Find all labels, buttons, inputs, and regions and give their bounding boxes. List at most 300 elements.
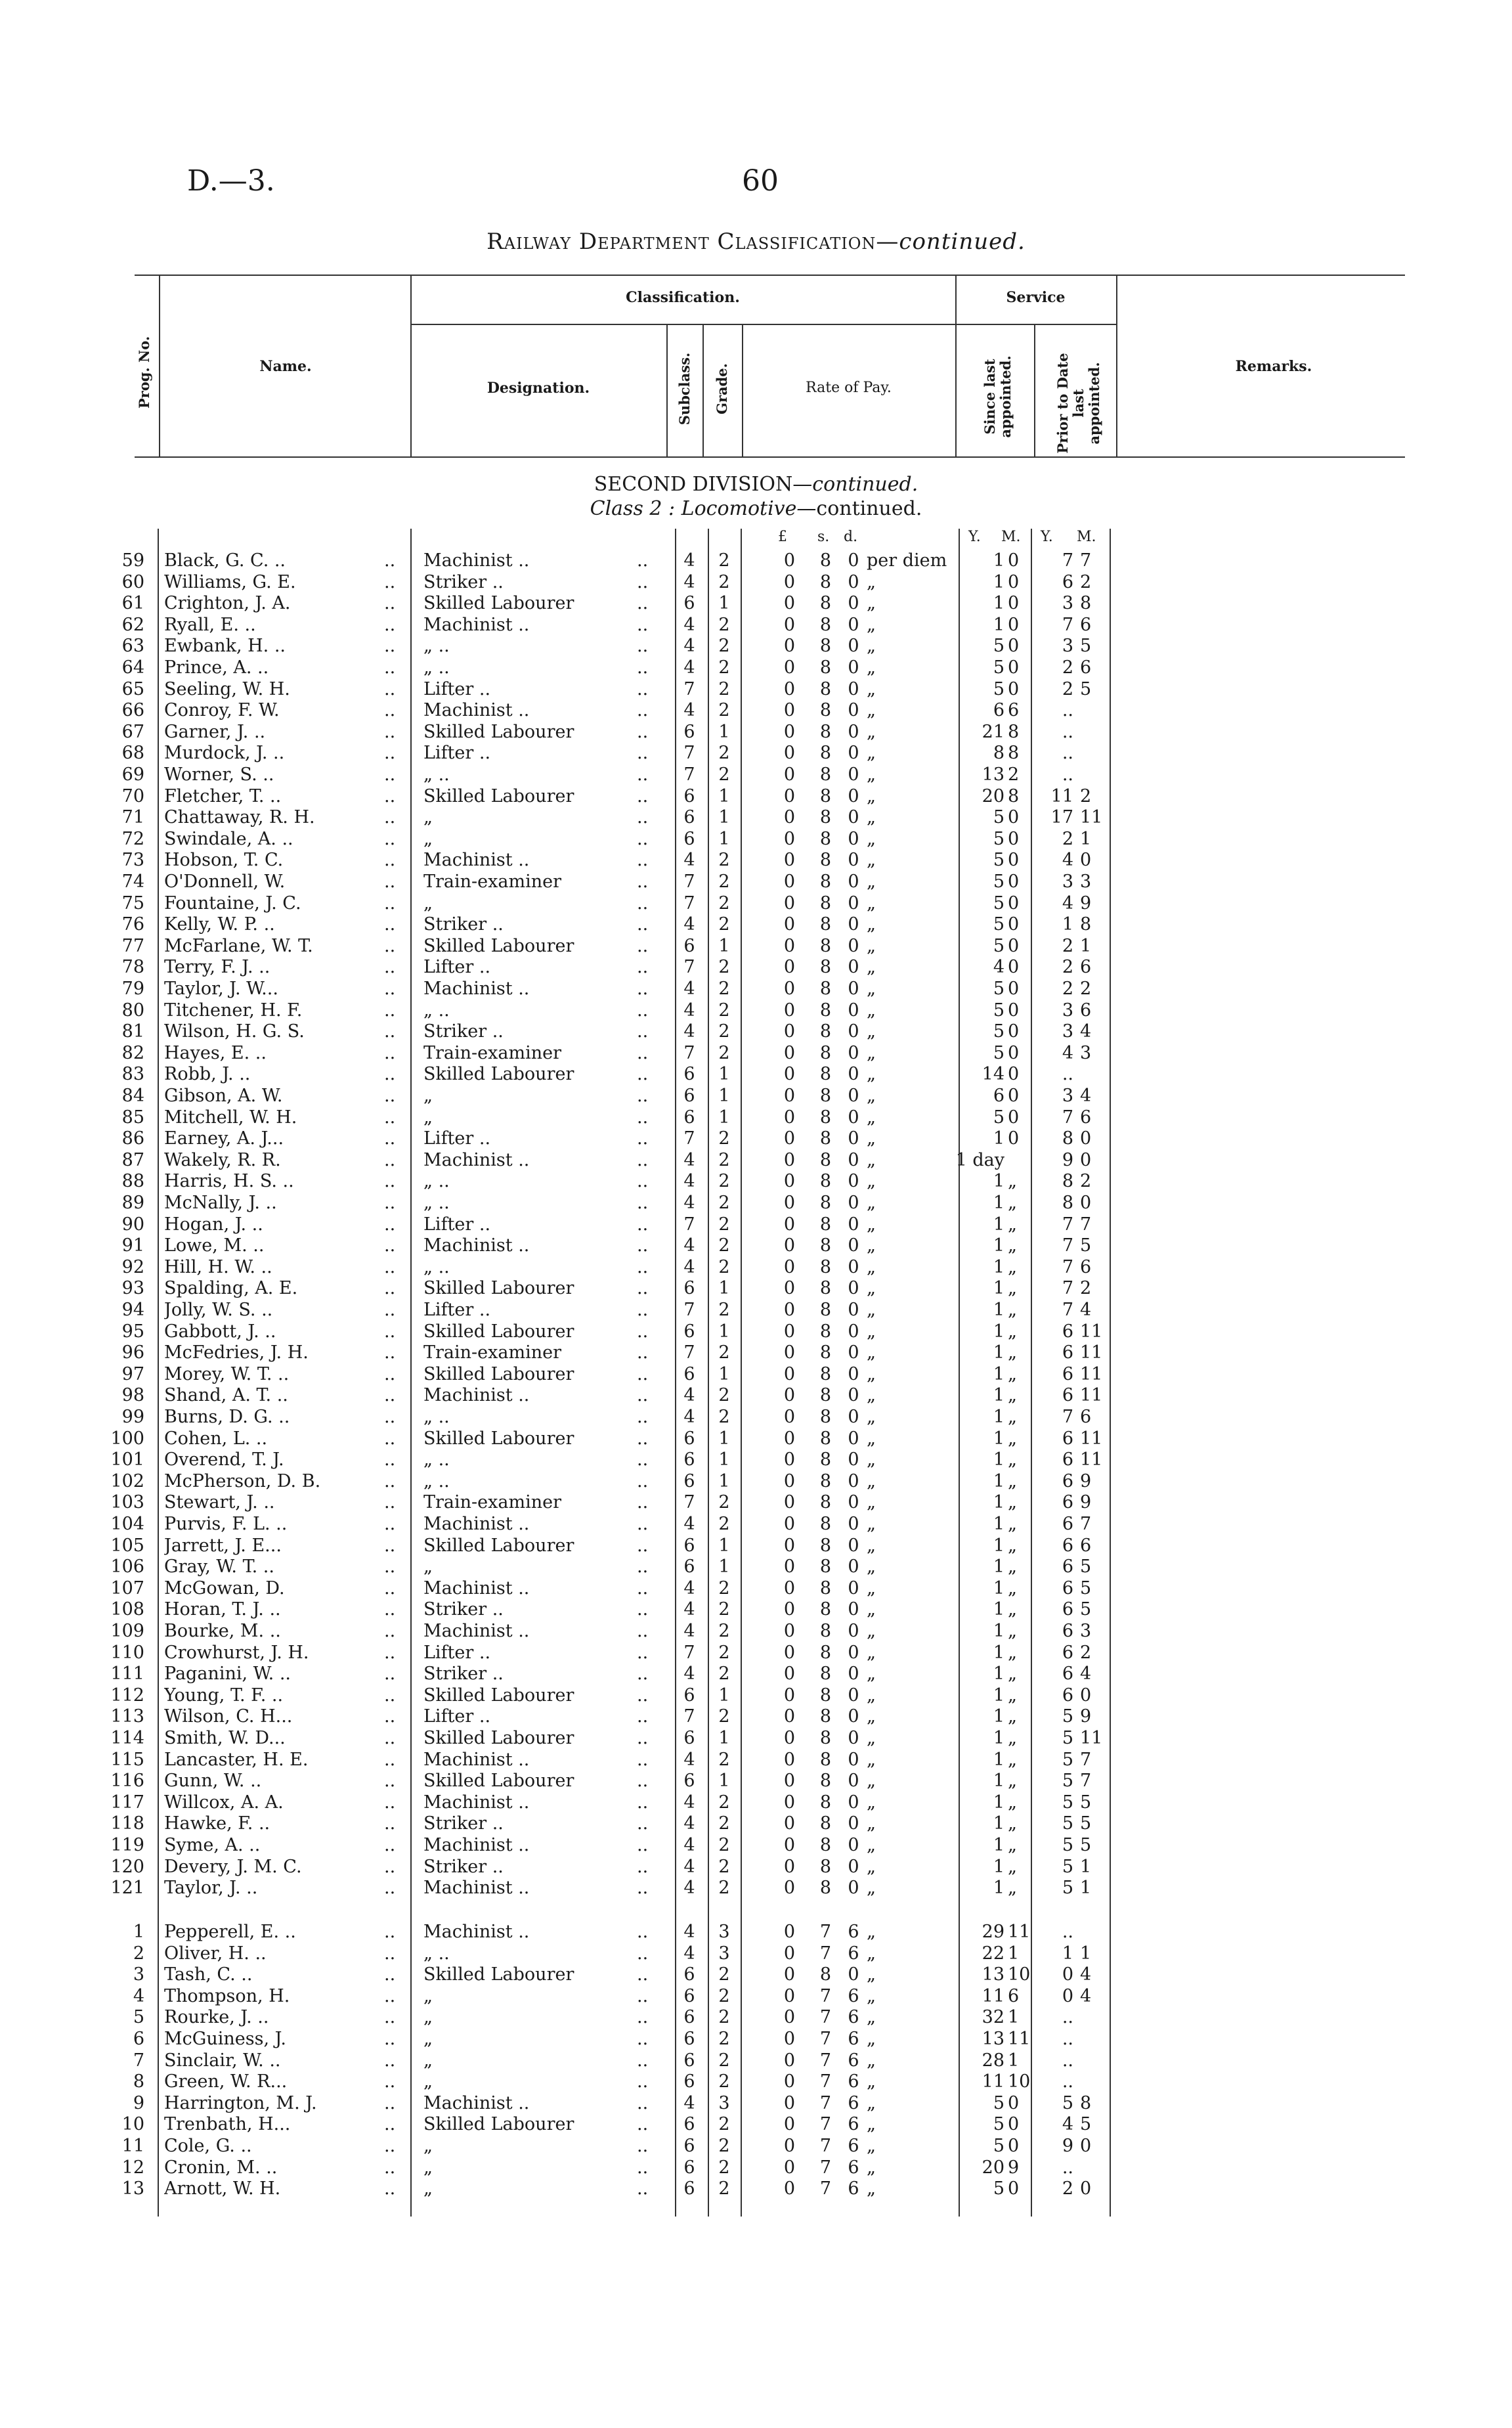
grade-cell: 2: [718, 614, 730, 635]
name-cell: Wakely, R. R.: [164, 1149, 281, 1170]
pay-shillings-cell: 8: [819, 1064, 832, 1085]
grade-cell: 2: [718, 1964, 730, 1985]
pay-unit-cell: „: [867, 571, 876, 592]
leader-dots: ..: [637, 2071, 649, 2092]
designation-cell: Striker ..: [423, 1856, 504, 1877]
pay-shillings-cell: 8: [819, 957, 832, 978]
since-months-cell: 0: [1008, 2092, 1020, 2113]
pay-unit-cell: „: [867, 1813, 876, 1834]
table-row: [0, 550, 1512, 572]
prog-no-cell: 120: [110, 1856, 144, 1877]
leader-dots: ..: [384, 1428, 396, 1449]
name-cell: Pepperell, E. ..: [164, 1922, 296, 1942]
since-years-cell: 5: [993, 636, 1004, 657]
table-row: [0, 1128, 1512, 1150]
table-row: [0, 1214, 1512, 1236]
designation-cell: „: [423, 2178, 433, 2199]
table-row: [0, 1664, 1512, 1685]
leader-dots: ..: [384, 1706, 396, 1727]
prog-no-cell: 112: [110, 1685, 144, 1706]
table-row: [0, 1449, 1512, 1471]
designation-cell: Machinist ..: [423, 1878, 530, 1899]
prog-no-cell: 61: [121, 593, 144, 614]
designation-cell: Lifter ..: [423, 678, 491, 699]
subclass-cell: 6: [683, 1086, 695, 1106]
prior-months-cell: 2: [1080, 1171, 1092, 1192]
name-cell: Murdock, J. ..: [164, 743, 285, 764]
name-cell: Arnott, W. H.: [164, 2178, 281, 2199]
grade-cell: 1: [718, 1728, 730, 1748]
grade-cell: 2: [718, 1514, 730, 1534]
pay-pounds-cell: 0: [783, 1642, 796, 1663]
pay-pence-cell: 0: [848, 700, 859, 721]
prog-no-cell: 114: [110, 1728, 144, 1748]
pay-pence-cell: 0: [848, 935, 859, 956]
pay-unit-cell: „: [867, 807, 876, 828]
table-row: [0, 615, 1512, 636]
prog-no-cell: 119: [110, 1835, 144, 1855]
leader-dots: ..: [384, 2029, 396, 2049]
prior-years-cell: 7: [1062, 1300, 1073, 1320]
pay-pence-cell: 0: [848, 764, 859, 785]
table-row: [0, 1407, 1512, 1428]
pay-shillings-cell: 8: [819, 550, 832, 571]
since-months-cell: 0: [1008, 935, 1020, 956]
since-years-cell: 1 day: [955, 1149, 1004, 1170]
pay-pence-cell: 0: [848, 1128, 859, 1149]
pay-unit-cell: „: [867, 2092, 876, 2113]
grade-cell: 2: [718, 1792, 730, 1813]
pay-pounds-cell: 0: [783, 1578, 796, 1599]
since-months-cell: „: [1008, 1214, 1017, 1235]
pay-pence-cell: 0: [848, 1321, 859, 1342]
subclass-cell: 4: [683, 1664, 695, 1685]
grade-cell: 2: [718, 1492, 730, 1513]
pay-unit-cell: „: [867, 2050, 876, 2071]
leader-dots: ..: [637, 935, 649, 956]
prog-no-cell: 115: [110, 1749, 144, 1770]
prog-no-cell: 99: [121, 1407, 144, 1427]
pay-unit-cell: „: [867, 1706, 876, 1727]
pay-shillings-cell: 8: [819, 807, 832, 828]
prior-months-cell: 4: [1080, 1664, 1092, 1685]
prior-months-cell: 5: [1080, 1835, 1092, 1855]
leader-dots: ..: [637, 1685, 649, 1706]
pay-pence-cell: 0: [848, 957, 859, 978]
leader-dots: ..: [637, 1171, 649, 1192]
leader-dots: ..: [384, 893, 396, 914]
leader-dots: ..: [384, 1792, 396, 1813]
pay-pence-cell: 0: [848, 1535, 859, 1556]
prog-no-cell: 74: [121, 872, 144, 892]
leader-dots: ..: [384, 1492, 396, 1513]
pay-pounds-cell: 0: [783, 550, 796, 571]
prior-years-cell: 4: [1062, 2114, 1073, 2135]
since-years-cell: 5: [993, 2136, 1004, 2156]
leader-dots: ..: [637, 979, 649, 999]
name-cell: Morey, W. T. ..: [164, 1363, 290, 1384]
pay-unit-cell: „: [867, 1278, 876, 1299]
prog-no-cell: 82: [121, 1042, 144, 1063]
leader-dots: ..: [637, 1922, 649, 1942]
designation-cell: Skilled Labourer: [423, 1428, 574, 1449]
pay-pence-cell: 0: [848, 1064, 859, 1085]
pay-shillings-cell: 8: [819, 1278, 832, 1299]
leader-dots: ..: [384, 1964, 396, 1985]
since-years-cell: 1: [993, 1856, 1004, 1877]
prog-no-cell: 13: [121, 2178, 144, 2199]
division-cont: continued.: [812, 473, 918, 496]
designation-cell: Machinist ..: [423, 1578, 530, 1599]
name-cell: Hobson, T. C.: [164, 850, 284, 871]
designation-cell: Train-examiner: [423, 1342, 561, 1363]
grade-cell: 1: [718, 1556, 730, 1578]
grade-cell: 2: [718, 1599, 730, 1620]
pay-shillings-cell: 8: [819, 979, 832, 999]
leader-dots: ..: [637, 1728, 649, 1748]
pay-unit-cell: „: [867, 1642, 876, 1663]
grade-cell: 2: [718, 1214, 730, 1235]
grade-cell: 2: [718, 1149, 730, 1170]
pay-pounds-cell: 0: [783, 1214, 796, 1235]
subclass-cell: 6: [683, 1685, 695, 1706]
pay-pounds-cell: 0: [783, 2071, 796, 2092]
leader-dots: ..: [384, 1321, 396, 1342]
leader-dots: ..: [384, 1813, 396, 1834]
table-row: [0, 1342, 1512, 1364]
leader-dots: ..: [637, 1214, 649, 1235]
prior-months-cell: 7: [1080, 1514, 1092, 1534]
prior-months-cell: 5: [1080, 1599, 1092, 1620]
pay-pence-cell: 6: [848, 2157, 859, 2178]
leader-dots: ..: [384, 2114, 396, 2135]
grade-cell: 3: [718, 2092, 730, 2113]
prior-years-cell: 5: [1062, 1813, 1073, 1834]
leader-dots: ..: [637, 1556, 649, 1578]
pay-shillings-cell: 8: [819, 636, 832, 657]
since-months-cell: „: [1008, 1578, 1017, 1599]
subclass-cell: 4: [683, 571, 695, 592]
col-grade: Grade.: [714, 363, 730, 414]
pay-shillings-cell: 8: [819, 1363, 832, 1384]
subclass-cell: 6: [683, 1064, 695, 1085]
pay-pence-cell: 0: [848, 636, 859, 657]
since-years-cell: 5: [993, 828, 1004, 849]
table-row: [0, 1043, 1512, 1065]
pay-pence-cell: 0: [848, 1300, 859, 1320]
prior-months-cell: 7: [1080, 1771, 1092, 1792]
pay-shillings-cell: 8: [819, 872, 832, 892]
table-row: [0, 1150, 1512, 1172]
leader-dots: ..: [637, 1470, 649, 1491]
leader-dots: ..: [637, 872, 649, 892]
prog-no-cell: 79: [121, 979, 144, 999]
pay-pounds-cell: 0: [783, 571, 796, 592]
leader-dots: ..: [384, 2050, 396, 2071]
pay-pounds-cell: 0: [783, 785, 796, 806]
prior-years-cell: 6: [1062, 1514, 1073, 1534]
pay-shillings-cell: 8: [819, 1749, 832, 1770]
pay-unit-cell: „: [867, 2136, 876, 2156]
prog-no-cell: 91: [121, 1235, 144, 1256]
prior-months-cell: 2: [1080, 785, 1092, 806]
prior-months-cell: 6: [1080, 1256, 1092, 1277]
since-years-cell: 13: [982, 2029, 1004, 2049]
prior-years-cell: 6: [1062, 1599, 1073, 1620]
designation-cell: „: [423, 2071, 433, 2092]
leader-dots: ..: [384, 2178, 396, 2199]
prog-no-cell: 65: [121, 678, 144, 699]
since-months-cell: 0: [1008, 1042, 1020, 1063]
pay-pounds-cell: 0: [783, 1000, 796, 1021]
subclass-cell: 4: [683, 1878, 695, 1899]
table-row: [0, 1107, 1512, 1129]
pay-pence-cell: 0: [848, 893, 859, 914]
page-title-main: Railway Department Classification—: [486, 229, 899, 255]
table-row: [0, 1535, 1512, 1557]
pay-unit-cell: „: [867, 1878, 876, 1899]
pay-pence-cell: 0: [848, 1685, 859, 1706]
subclass-cell: 7: [683, 1706, 695, 1727]
prior-months-cell: 4: [1080, 1300, 1092, 1320]
pay-pounds-cell: 0: [783, 1835, 796, 1855]
pay-pounds-cell: 0: [783, 1171, 796, 1192]
name-cell: Ewbank, H. ..: [164, 636, 286, 657]
leader-dots: ..: [384, 1086, 396, 1106]
leader-dots: ..: [637, 1749, 649, 1770]
name-cell: Titchener, H. F.: [164, 1000, 303, 1021]
designation-cell: Lifter ..: [423, 1300, 491, 1320]
leader-dots: ..: [637, 2029, 649, 2049]
pay-pence-cell: 0: [848, 593, 859, 614]
page-title: [0, 229, 1512, 255]
header-divider: [1116, 275, 1117, 456]
leader-dots: ..: [384, 1771, 396, 1792]
leader-dots: ..: [637, 1021, 649, 1042]
prior-months-cell: 4: [1080, 1964, 1092, 1985]
name-cell: Harrington, M. J.: [164, 2092, 317, 2113]
pay-pence-cell: 0: [848, 1193, 859, 1213]
since-months-cell: „: [1008, 1535, 1017, 1556]
since-months-cell: 0: [1008, 1000, 1020, 1021]
leader-dots: ..: [637, 1086, 649, 1106]
table-row: [0, 1922, 1512, 1943]
class-name: Locomotive—: [681, 497, 817, 520]
leader-dots: ..: [637, 700, 649, 721]
pay-unit-cell: „: [867, 700, 876, 721]
subclass-cell: 4: [683, 1856, 695, 1877]
name-cell: Sinclair, W. ..: [164, 2050, 281, 2071]
pay-unit-cell: „: [867, 1556, 876, 1578]
leader-dots: ..: [637, 1042, 649, 1063]
table-row: [0, 1878, 1512, 1899]
designation-cell: „: [423, 1107, 433, 1128]
prior-years-cell: 8: [1062, 1171, 1073, 1192]
prog-no-cell: 67: [121, 721, 144, 742]
col-designation: Designation.: [486, 380, 590, 397]
since-years-cell: 1: [993, 1235, 1004, 1256]
pay-pence-cell: 0: [848, 1856, 859, 1877]
name-cell: Ryall, E. ..: [164, 614, 256, 635]
prior-months-cell: 0: [1080, 1193, 1092, 1213]
since-months-cell: 0: [1008, 657, 1020, 678]
name-cell: McPherson, D. B.: [164, 1470, 321, 1491]
prior-years-cell: 17: [1050, 807, 1073, 828]
pay-unit-cell: „: [867, 1943, 876, 1964]
since-months-cell: 9: [1008, 2157, 1020, 2178]
pay-pence-cell: 0: [848, 872, 859, 892]
leader-dots: ..: [384, 1407, 396, 1427]
leader-dots: ..: [384, 678, 396, 699]
prog-no-cell: 66: [121, 700, 144, 721]
designation-cell: Train-examiner: [423, 1492, 561, 1513]
pay-shillings-cell: 8: [819, 1107, 832, 1128]
grade-cell: 2: [718, 1342, 730, 1363]
pay-shillings-cell: 7: [819, 2092, 832, 2113]
prior-years-cell: 11: [1050, 785, 1073, 806]
subclass-cell: 7: [683, 1128, 695, 1149]
designation-cell: „ ..: [423, 1449, 450, 1470]
pay-shillings-cell: 8: [819, 1321, 832, 1342]
name-cell: Hayes, E. ..: [164, 1042, 267, 1063]
subclass-cell: 4: [683, 1749, 695, 1770]
prior-years-cell: 5: [1062, 1792, 1073, 1813]
leader-dots: ..: [384, 593, 396, 614]
designation-cell: „: [423, 1556, 433, 1578]
section-division: [0, 473, 1512, 496]
pay-shillings-cell: 8: [819, 1642, 832, 1663]
leader-dots: ..: [637, 1300, 649, 1320]
grade-cell: 2: [718, 1128, 730, 1149]
pay-shillings-cell: 8: [819, 914, 832, 935]
grade-cell: 2: [718, 1021, 730, 1042]
name-cell: McNally, J. ..: [164, 1193, 277, 1213]
subclass-cell: 6: [683, 1535, 695, 1556]
subclass-cell: 4: [683, 1000, 695, 1021]
prog-no-cell: 59: [121, 550, 144, 571]
pay-shillings-cell: 8: [819, 1000, 832, 1021]
leader-dots: ..: [384, 1878, 396, 1899]
designation-cell: „ ..: [423, 1193, 450, 1213]
prior-years-cell: 7: [1062, 1235, 1073, 1256]
since-years-cell: 20: [982, 785, 1004, 806]
pay-shillings-cell: 8: [819, 1964, 832, 1985]
leader-dots: ..: [384, 1193, 396, 1213]
prog-no-cell: 84: [121, 1086, 144, 1106]
leader-dots: ..: [384, 1300, 396, 1320]
name-cell: Terry, F. J. ..: [164, 957, 270, 978]
pay-shillings-cell: 8: [819, 1086, 832, 1106]
prog-no-cell: 11: [121, 2136, 144, 2156]
grade-cell: 2: [718, 1235, 730, 1256]
designation-cell: Machinist ..: [423, 1749, 530, 1770]
prior-years-cell: 8: [1062, 1128, 1073, 1149]
grade-cell: 2: [718, 678, 730, 699]
pay-pounds-cell: 0: [783, 1363, 796, 1384]
leader-dots: ..: [384, 914, 396, 935]
since-months-cell: 1: [1008, 1943, 1020, 1964]
pay-unit-cell: „: [867, 850, 876, 871]
pay-unit-cell: „: [867, 1128, 876, 1149]
since-months-cell: „: [1008, 1771, 1017, 1792]
name-cell: Chattaway, R. H.: [164, 807, 315, 828]
since-years-cell: 1: [993, 1278, 1004, 1299]
name-cell: McFarlane, W. T.: [164, 935, 313, 956]
pay-pounds-cell: 0: [783, 1964, 796, 1985]
since-months-cell: „: [1008, 1407, 1017, 1427]
since-years-cell: 13: [982, 764, 1004, 785]
prior-months-cell: 9: [1080, 893, 1092, 914]
pay-shillings-cell: 8: [819, 1128, 832, 1149]
table-row: [0, 1835, 1512, 1857]
subclass-cell: 6: [683, 1556, 695, 1578]
leader-dots: ..: [637, 2050, 649, 2071]
designation-cell: Skilled Labourer: [423, 593, 574, 614]
pay-pence-cell: 0: [848, 1621, 859, 1641]
prior-months-cell: 0: [1080, 2136, 1092, 2156]
name-cell: Shand, A. T. ..: [164, 1385, 288, 1406]
pay-pence-cell: 0: [848, 1599, 859, 1620]
pay-pence-cell: 0: [848, 1964, 859, 1985]
prior-years-cell: 2: [1062, 935, 1073, 956]
subclass-cell: 6: [683, 2157, 695, 2178]
table-row: [0, 764, 1512, 786]
pay-pounds-cell: 0: [783, 1256, 796, 1277]
subclass-cell: 7: [683, 678, 695, 699]
pay-unit-cell: „: [867, 1685, 876, 1706]
pay-shillings-cell: 8: [819, 1385, 832, 1406]
pay-unit-cell: „: [867, 1321, 876, 1342]
table-row: [0, 1643, 1512, 1664]
subclass-cell: 4: [683, 850, 695, 871]
header-top-rule: [135, 275, 1405, 276]
pay-shillings-cell: 8: [819, 614, 832, 635]
leader-dots: ..: [384, 1685, 396, 1706]
prior-months-cell: 1: [1080, 1878, 1092, 1899]
table-row: [0, 807, 1512, 829]
leader-dots: ..: [384, 1064, 396, 1085]
grade-cell: 2: [718, 2007, 730, 2028]
leader-dots: ..: [637, 614, 649, 635]
leader-dots: ..: [637, 1000, 649, 1021]
prior-months-cell: 6: [1080, 957, 1092, 978]
since-months-cell: 10: [1008, 1964, 1031, 1985]
header-bottom-rule: [135, 456, 1405, 458]
pay-pence-cell: 0: [848, 1878, 859, 1899]
designation-cell: Skilled Labourer: [423, 2114, 574, 2135]
unit-pound: £: [778, 529, 787, 545]
since-months-cell: 8: [1008, 785, 1020, 806]
since-months-cell: „: [1008, 1749, 1017, 1770]
name-cell: Fountaine, J. C.: [164, 893, 301, 914]
subclass-cell: 7: [683, 1300, 695, 1320]
prior-months-cell: 5: [1080, 1813, 1092, 1834]
since-years-cell: 1: [993, 1578, 1004, 1599]
name-cell: McGowan, D.: [164, 1578, 285, 1599]
since-years-cell: 1: [993, 1664, 1004, 1685]
prior-years-cell: 0: [1062, 1985, 1073, 2006]
pay-shillings-cell: 8: [819, 1621, 832, 1641]
since-years-cell: 1: [993, 1556, 1004, 1578]
grade-cell: 1: [718, 1771, 730, 1792]
prior-months-cell: 9: [1080, 1706, 1092, 1727]
prog-no-cell: 90: [121, 1214, 144, 1235]
designation-cell: Machinist ..: [423, 979, 530, 999]
since-years-cell: 5: [993, 935, 1004, 956]
designation-cell: Skilled Labourer: [423, 1685, 574, 1706]
since-years-cell: 1: [993, 1728, 1004, 1748]
prior-years-cell: 6: [1062, 1685, 1073, 1706]
